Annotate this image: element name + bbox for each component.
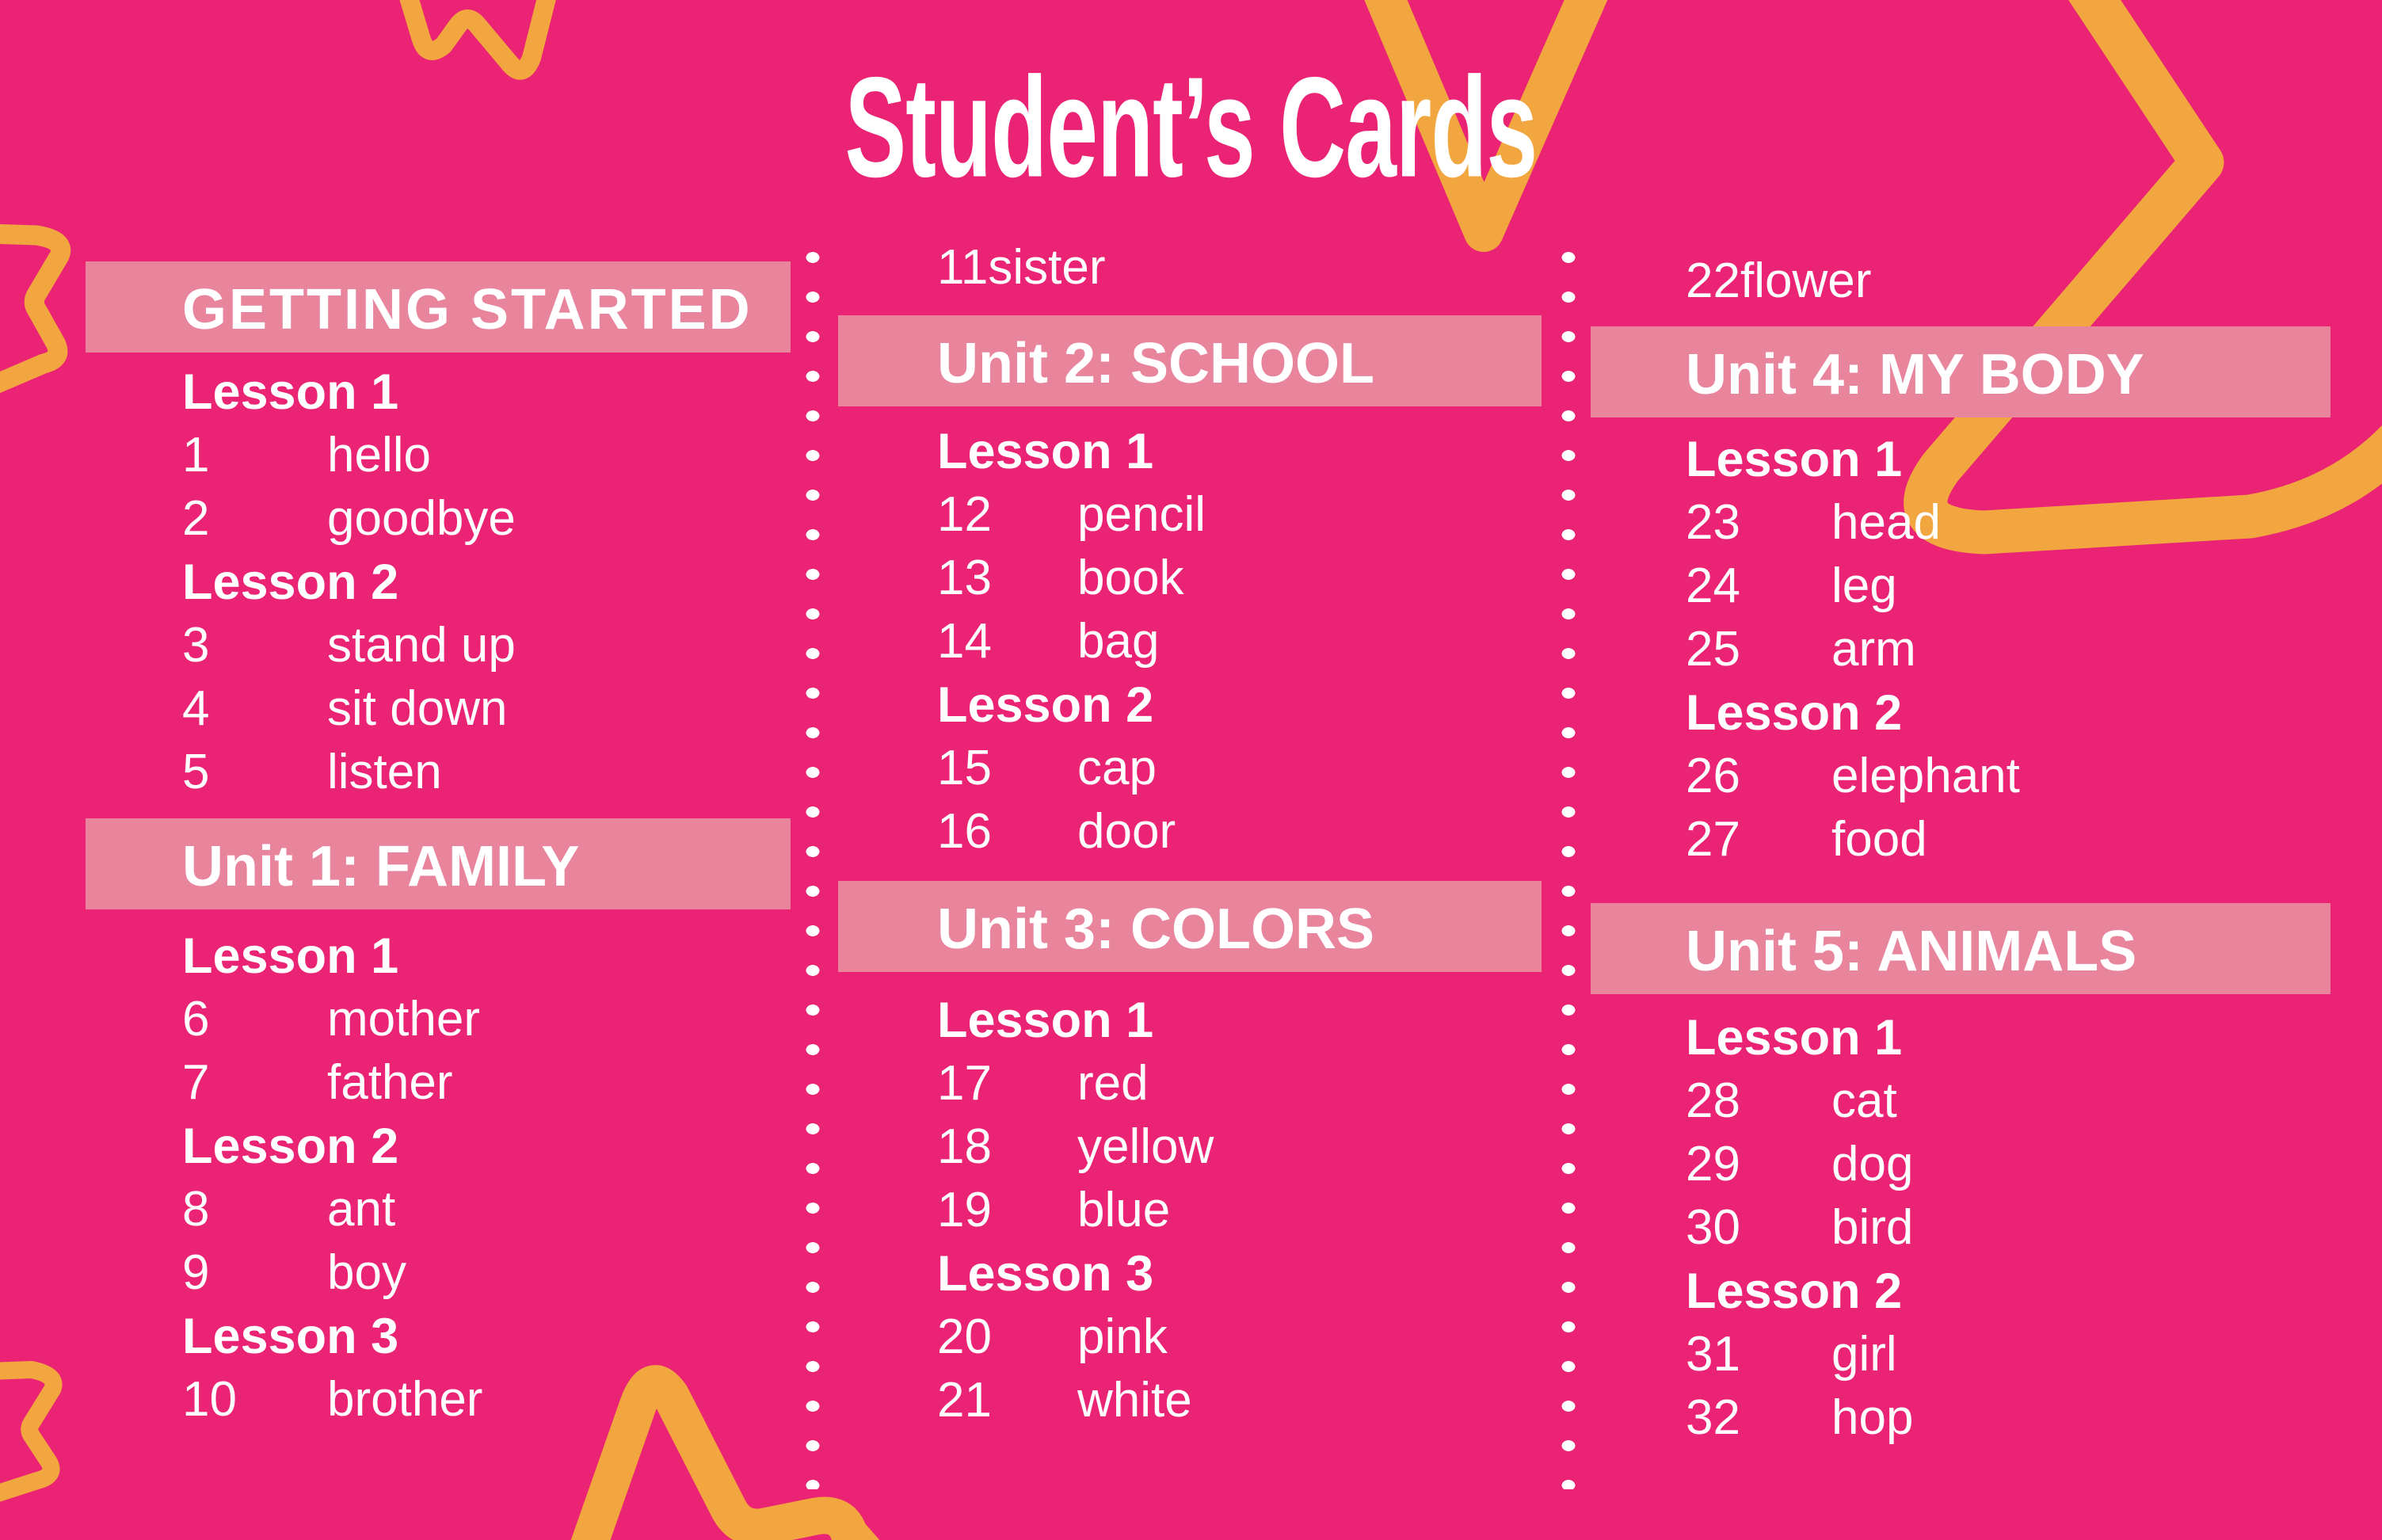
lesson-list bbox=[182, 360, 516, 804]
vocab-item-row bbox=[182, 1051, 482, 1115]
item-word: listen bbox=[327, 745, 442, 799]
vocab-item-row bbox=[937, 610, 1206, 673]
item-number: 25 bbox=[1686, 622, 1740, 677]
vocab-item-row bbox=[937, 236, 1106, 299]
lesson-heading: Lesson 1 bbox=[182, 928, 399, 984]
item-word: girl bbox=[1831, 1327, 1897, 1382]
unit-header-label: Unit 4: MY BODY bbox=[1686, 343, 2144, 406]
item-word: cat bbox=[1831, 1073, 1897, 1128]
item-number: 6 bbox=[182, 992, 210, 1046]
item-word: boy bbox=[327, 1245, 406, 1300]
lesson-heading: Lesson 1 bbox=[1686, 1010, 1903, 1065]
unit-header-colors bbox=[838, 881, 1542, 972]
vocab-item-row bbox=[182, 487, 516, 551]
vocab-item-row bbox=[937, 1306, 1214, 1369]
item-word: hop bbox=[1831, 1390, 1914, 1445]
item-word: flower bbox=[1740, 253, 1872, 308]
unit-header-family bbox=[86, 818, 791, 909]
item-word: arm bbox=[1831, 622, 1916, 677]
lesson-list bbox=[937, 420, 1206, 863]
column-school-colors bbox=[838, 0, 1542, 1540]
unit-header-label: Unit 3: COLORS bbox=[937, 898, 1374, 961]
unit-header-getting-started bbox=[86, 261, 791, 353]
item-word: head bbox=[1831, 495, 1941, 550]
lesson-heading: Lesson 3 bbox=[937, 1246, 1154, 1302]
item-number: 9 bbox=[182, 1245, 210, 1300]
vocab-item-row bbox=[1686, 555, 2020, 618]
vocab-item-row bbox=[182, 677, 516, 741]
item-word: father bbox=[327, 1055, 453, 1110]
item-word: mother bbox=[327, 992, 480, 1046]
vocab-item-row bbox=[1686, 618, 2020, 681]
item-number: 13 bbox=[937, 551, 992, 605]
lesson-list bbox=[182, 924, 482, 1431]
item-word: goodbye bbox=[327, 491, 516, 546]
lesson-list bbox=[1686, 428, 2020, 871]
vocab-item-row bbox=[937, 1369, 1214, 1432]
vocab-item-row bbox=[1686, 1386, 1913, 1450]
vocab-item-row bbox=[937, 547, 1206, 610]
item-number: 11 bbox=[937, 240, 989, 295]
item-number: 19 bbox=[937, 1183, 992, 1237]
star-outline-left-bottom-icon bbox=[0, 1370, 54, 1496]
vocab-item-row bbox=[1686, 1069, 1913, 1133]
lesson-heading: Lesson 2 bbox=[937, 677, 1154, 733]
item-number: 14 bbox=[937, 614, 992, 669]
vocab-item-row bbox=[937, 1115, 1214, 1179]
item-word: dog bbox=[1831, 1137, 1914, 1191]
unit-header-label: Unit 1: FAMILY bbox=[182, 835, 580, 898]
vocab-item-row bbox=[1686, 1323, 1913, 1386]
vocab-item-row bbox=[182, 988, 482, 1051]
item-word: sit down bbox=[327, 681, 508, 736]
unit-header-animals bbox=[1591, 903, 2331, 994]
item-word: bird bbox=[1831, 1200, 1914, 1255]
item-word: book bbox=[1077, 551, 1184, 605]
vocab-item-row bbox=[937, 1052, 1214, 1115]
item-word: stand up bbox=[327, 618, 516, 673]
lesson-list bbox=[937, 989, 1214, 1432]
item-number: 21 bbox=[937, 1373, 992, 1428]
vocab-item-row bbox=[182, 614, 516, 677]
dotted-divider-left bbox=[806, 238, 820, 1489]
vocab-item-row bbox=[182, 741, 516, 804]
vocab-item-row bbox=[182, 424, 516, 487]
item-number: 18 bbox=[937, 1119, 992, 1174]
item-word: food bbox=[1831, 812, 1927, 867]
unit-header-label: Unit 5: ANIMALS bbox=[1686, 920, 2137, 983]
item-number: 26 bbox=[1686, 749, 1740, 803]
item-word: cap bbox=[1077, 741, 1157, 795]
lesson-heading: Lesson 2 bbox=[1686, 1264, 1903, 1319]
item-word: leg bbox=[1831, 558, 1897, 613]
item-number: 2 bbox=[182, 491, 210, 546]
item-number: 32 bbox=[1686, 1390, 1740, 1445]
item-number: 31 bbox=[1686, 1327, 1740, 1382]
item-number: 22 bbox=[1686, 253, 1740, 308]
item-word: elephant bbox=[1831, 749, 2020, 803]
dotted-divider-right bbox=[1561, 238, 1576, 1489]
item-word: ant bbox=[327, 1182, 396, 1237]
item-word: yellow bbox=[1077, 1119, 1214, 1174]
unit-header-label: Unit 2: SCHOOL bbox=[937, 332, 1374, 395]
item-number: 30 bbox=[1686, 1200, 1740, 1255]
item-word: bag bbox=[1077, 614, 1160, 669]
unit-header-label: GETTING STARTED bbox=[182, 278, 753, 341]
item-word: red bbox=[1077, 1056, 1149, 1111]
lesson-heading: Lesson 1 bbox=[937, 424, 1154, 479]
vocab-item-row bbox=[182, 1178, 482, 1241]
item-word: pink bbox=[1077, 1309, 1168, 1364]
item-number: 3 bbox=[182, 618, 210, 673]
item-word: brother bbox=[327, 1372, 483, 1427]
item-number: 1 bbox=[182, 428, 210, 482]
item-number: 10 bbox=[182, 1372, 237, 1427]
lesson-heading: Lesson 1 bbox=[937, 993, 1154, 1048]
item-number: 4 bbox=[182, 681, 210, 736]
column-getting-started bbox=[86, 0, 791, 1540]
item-number: 15 bbox=[937, 741, 992, 795]
star-outline-left-middle-icon bbox=[0, 234, 61, 387]
lesson-heading: Lesson 2 bbox=[182, 555, 399, 610]
item-word: sister bbox=[988, 240, 1106, 295]
item-number: 12 bbox=[937, 487, 992, 542]
item-number: 28 bbox=[1686, 1073, 1740, 1128]
item-word: hello bbox=[327, 428, 431, 482]
vocab-item-row bbox=[182, 1241, 482, 1305]
vocab-item-row bbox=[937, 800, 1206, 863]
item-number: 17 bbox=[937, 1056, 992, 1111]
vocab-item-row bbox=[1686, 491, 2020, 555]
lesson-heading: Lesson 3 bbox=[182, 1309, 399, 1364]
vocab-item-row bbox=[1686, 745, 2020, 808]
item-number: 8 bbox=[182, 1182, 210, 1237]
item-word: pencil bbox=[1077, 487, 1206, 542]
vocab-item-row bbox=[937, 483, 1206, 547]
vocab-item-row bbox=[1686, 808, 2020, 871]
item-number: 16 bbox=[937, 804, 992, 859]
item-word: door bbox=[1077, 804, 1176, 859]
vocab-item-row bbox=[182, 1368, 482, 1431]
lesson-heading: Lesson 1 bbox=[182, 364, 399, 420]
item-word: white bbox=[1077, 1373, 1192, 1428]
vocab-item-row bbox=[937, 737, 1206, 800]
item-number: 27 bbox=[1686, 812, 1740, 867]
item-number: 20 bbox=[937, 1309, 992, 1364]
lesson-heading: Lesson 2 bbox=[182, 1119, 399, 1174]
item-number: 24 bbox=[1686, 558, 1740, 613]
item-word: blue bbox=[1077, 1183, 1171, 1237]
column-body-animals bbox=[1591, 0, 2331, 1540]
vocab-item-row bbox=[1686, 250, 1871, 313]
vocab-item-row bbox=[1686, 1133, 1913, 1196]
unit-header-school bbox=[838, 315, 1542, 406]
item-number: 23 bbox=[1686, 495, 1740, 550]
vocab-item-row bbox=[1686, 1196, 1913, 1260]
item-number: 29 bbox=[1686, 1137, 1740, 1191]
unit-header-my-body bbox=[1591, 326, 2331, 417]
page-title-text: Student’s Cards bbox=[844, 48, 1538, 208]
item-number: 5 bbox=[182, 745, 210, 799]
lesson-heading: Lesson 1 bbox=[1686, 432, 1903, 487]
lesson-heading: Lesson 2 bbox=[1686, 685, 1903, 741]
item-number: 7 bbox=[182, 1055, 210, 1110]
vocab-item-row bbox=[937, 1179, 1214, 1242]
lesson-list bbox=[1686, 1006, 1913, 1450]
